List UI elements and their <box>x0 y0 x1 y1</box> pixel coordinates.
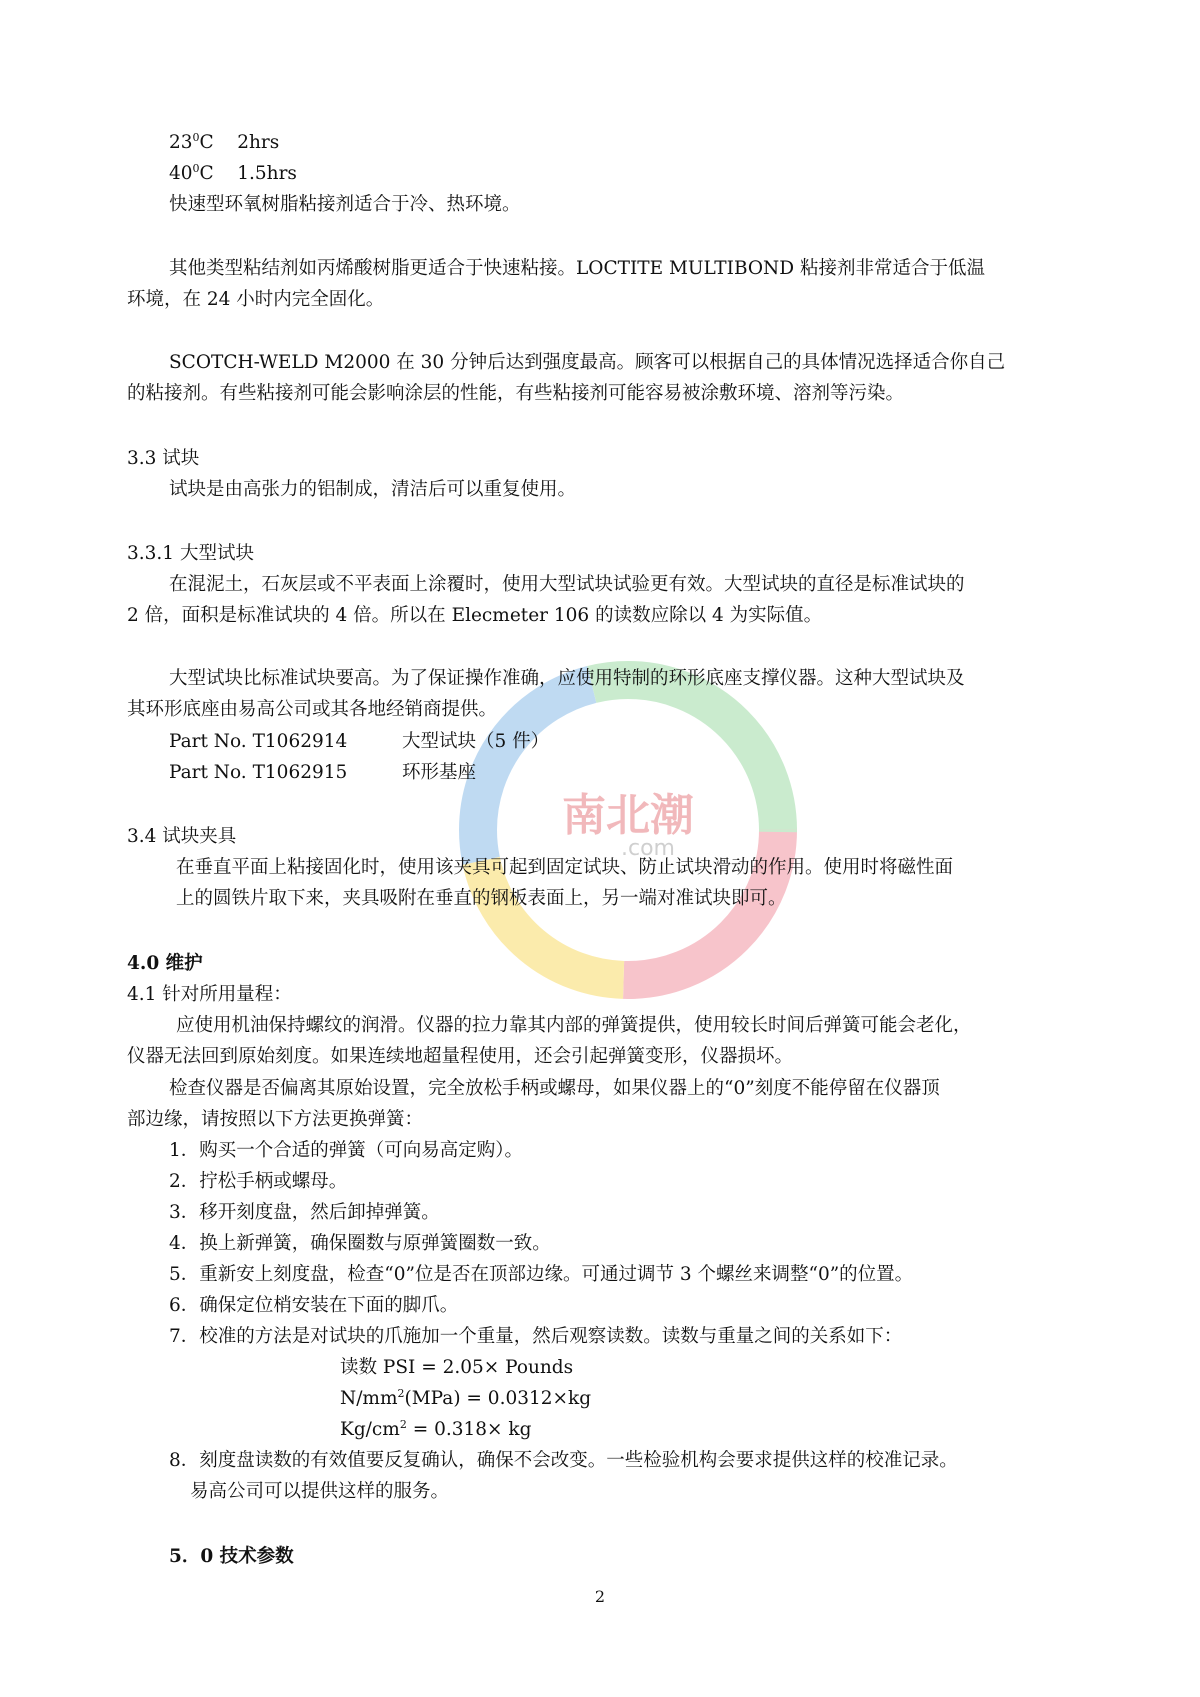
paragraph-line: SCOTCH-WELD M2000 在 30 分钟后达到强度最高。顾客可以根据自己的具体情况选择适合你自己 <box>169 352 1006 373</box>
superscript-2: 2 <box>397 1386 405 1400</box>
formula-unit-nmm: N/mm <box>340 1388 398 1409</box>
paragraph-line: 应使用机油保持螺纹的润滑。仪器的拉力靠其内部的弹簧提供，使用较长时间后弹簧可能会老化， <box>176 1015 972 1036</box>
section-heading-4-0: 4.0 维护 <box>127 953 203 974</box>
paragraph-line: 其他类型粘结剂如丙烯酸树脂更适合于快速粘接。LOCTITE MULTIBOND 粘接剂非常适合于低温 <box>169 258 985 279</box>
paragraph-line: 环境，在 24 小时内完全固化。 <box>127 289 385 310</box>
part-number-1: Part No. T1062914 <box>169 731 348 752</box>
step-item-7: 7．校准的方法是对试块的爪施加一个重量，然后观察读数。读数与重量之间的关系如下： <box>169 1326 903 1347</box>
paragraph-line: 检查仪器是否偏离其原始设置，完全放松手柄或螺母，如果仪器上的“0”刻度不能停留在仪器顶 <box>169 1078 940 1099</box>
temp-line-23c <box>169 131 279 155</box>
step-item-8-continued: 易高公司可以提供这样的服务。 <box>190 1481 450 1502</box>
paragraph-line: 的粘接剂。有些粘接剂可能会影响涂层的性能，有些粘接剂可能容易被涂敷环境、溶剂等污染。 <box>127 383 905 404</box>
temp-unit: C <box>199 163 214 184</box>
cure-time-2hrs: 2hrs <box>237 132 280 153</box>
part-number-2: Part No. T1062915 <box>169 762 348 783</box>
paragraph-line: 2 倍，面积是标准试块的 4 倍。所以在 Elecmeter 106 的读数应除以 4 为实际值。 <box>127 605 823 626</box>
paragraph-line: 大型试块比标准试块要高。为了保证操作准确，应使用特制的环形底座支撑仪器。这种大型试块及 <box>169 668 965 689</box>
paragraph-line: 试块是由高张力的铝制成，清洁后可以重复使用。 <box>169 479 577 500</box>
watermark-logo <box>418 640 838 1020</box>
part-description-2: 环形基座 <box>402 762 477 783</box>
temp-line-40c <box>169 162 297 186</box>
section-heading-3-3: 3.3 试块 <box>127 448 200 469</box>
watermark-ring-green <box>478 680 778 980</box>
formula-unit-kgcm: Kg/cm <box>340 1419 400 1440</box>
formula-kgcm <box>340 1418 531 1442</box>
section-heading-3-3-1: 3.3.1 大型试块 <box>127 543 254 564</box>
temp-23: 23 <box>169 132 193 153</box>
superscript-2: 2 <box>399 1417 407 1431</box>
formula-mpa-value: (MPa) = 0.0312×kg <box>404 1388 592 1409</box>
step-item-6: 6．确保定位梢安装在下面的脚爪。 <box>169 1295 459 1316</box>
paragraph-line: 其环形底座由易高公司或其各地经销商提供。 <box>127 699 498 720</box>
step-item-4: 4．换上新弹簧，确保圈数与原弹簧圈数一致。 <box>169 1233 551 1254</box>
formula-mpa <box>340 1387 591 1411</box>
formula-psi: 读数 PSI = 2.05× Pounds <box>340 1357 574 1378</box>
degree-sup: 0 <box>192 161 200 175</box>
paragraph-line: 快速型环氧树脂粘接剂适合于冷、热环境。 <box>169 194 521 215</box>
section-heading-5-0: 5．0 技术参数 <box>169 1546 294 1567</box>
page-number: 2 <box>594 1587 606 1606</box>
degree-sup: 0 <box>192 130 200 144</box>
paragraph-line: 在混泥土，石灰层或不平表面上涂覆时，使用大型试块试验更有效。大型试块的直径是标准试块的 <box>169 574 965 595</box>
temp-unit: C <box>199 132 214 153</box>
step-item-3: 3．移开刻度盘，然后卸掉弹簧。 <box>169 1202 440 1223</box>
paragraph-line: 上的圆铁片取下来，夹具吸附在垂直的钢板表面上，另一端对准试块即可。 <box>176 888 787 909</box>
paragraph-line: 部边缘，请按照以下方法更换弹簧： <box>127 1109 424 1130</box>
watermark-ring-blue <box>478 680 778 980</box>
step-item-5: 5．重新安上刻度盘，检查“0”位是否在顶部边缘。可通过调节 3 个螺丝来调整“0”的位置。 <box>169 1264 914 1285</box>
temp-40: 40 <box>169 163 193 184</box>
paragraph-line: 在垂直平面上粘接固化时，使用该夹具可起到固定试块、防止试块滑动的作用。使用时将磁性面 <box>176 857 954 878</box>
formula-kgcm-value: = 0.318× kg <box>406 1419 532 1440</box>
watermark-ring-yellow <box>478 680 778 980</box>
step-item-8: 8．刻度盘读数的有效值要反复确认，确保不会改变。一些检验机构会要求提供这样的校准记录。 <box>169 1450 958 1471</box>
watermark-ring-red <box>478 680 778 980</box>
step-item-2: 2．拧松手柄或螺母。 <box>169 1171 348 1192</box>
watermark-text: 南北潮 <box>562 790 694 841</box>
section-heading-3-4: 3.4 试块夹具 <box>127 826 237 847</box>
cure-time-1-5hrs: 1.5hrs <box>237 163 297 184</box>
watermark-subtext: .com <box>621 836 675 861</box>
paragraph-line: 仪器无法回到原始刻度。如果连续地超量程使用，还会引起弹簧变形，仪器损坏。 <box>127 1046 794 1067</box>
step-item-1: 1．购买一个合适的弹簧（可向易高定购）。 <box>169 1140 524 1161</box>
section-heading-4-1: 4.1 针对所用量程： <box>127 984 292 1005</box>
part-description-1: 大型试块（5 件） <box>402 731 550 752</box>
